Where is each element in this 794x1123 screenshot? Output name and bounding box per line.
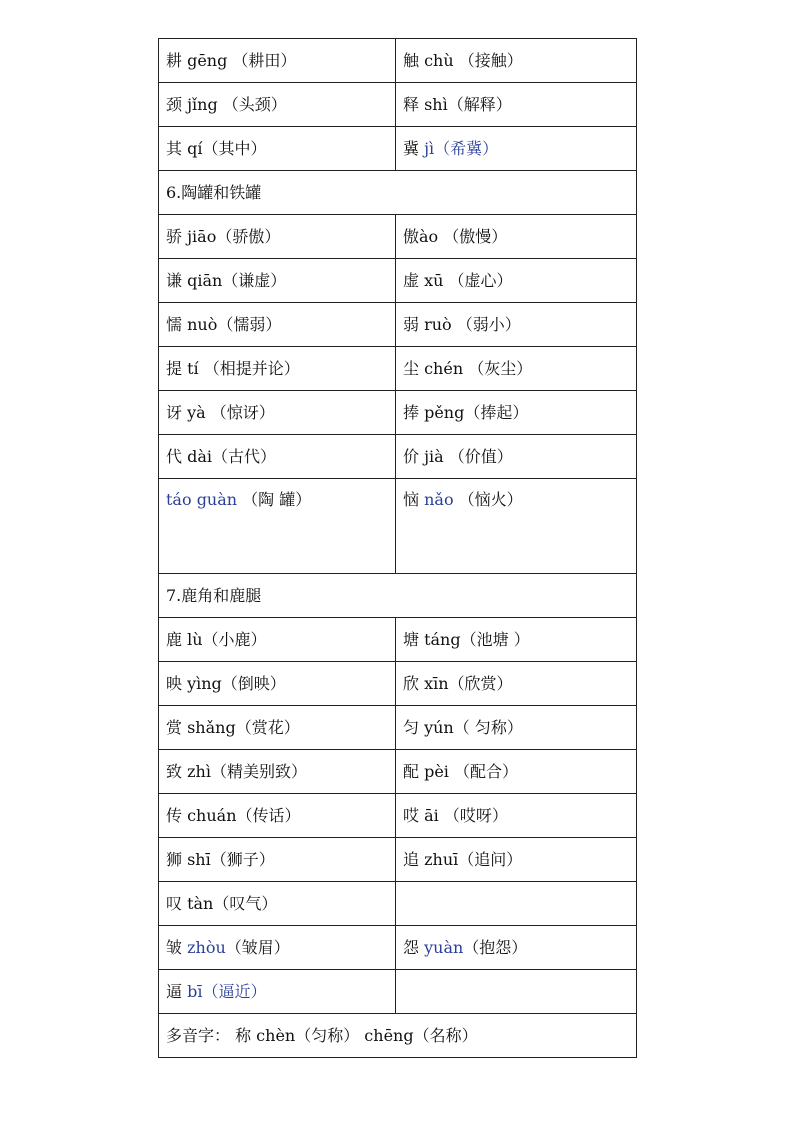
cell-text: 逼 bbox=[166, 981, 188, 1001]
table-cell bbox=[159, 926, 396, 970]
table-cell bbox=[396, 926, 637, 970]
table-cell: 颈 jǐng （头颈） bbox=[159, 83, 396, 127]
highlighted-pinyin: zhòu bbox=[187, 937, 226, 957]
table-cell: 追 zhuī（追问） bbox=[396, 838, 637, 882]
table-cell: 叹 tàn（叹气） bbox=[159, 882, 396, 926]
table-row bbox=[159, 618, 637, 662]
table-cell bbox=[159, 479, 396, 574]
table-cell: 讶 yà （惊讶） bbox=[159, 391, 396, 435]
table-cell bbox=[396, 970, 637, 1014]
section-row bbox=[159, 171, 637, 215]
cell-text: 怨 bbox=[403, 937, 425, 957]
table-row bbox=[159, 127, 637, 171]
table-cell: 鹿 lù（小鹿） bbox=[159, 618, 396, 662]
table-cell: 欣 xīn（欣赏） bbox=[396, 662, 637, 706]
table-row bbox=[159, 215, 637, 259]
table-row bbox=[159, 391, 637, 435]
table-row bbox=[159, 794, 637, 838]
vocabulary-table bbox=[158, 38, 637, 1058]
section-row bbox=[159, 574, 637, 618]
cell-text: （抱怨） bbox=[463, 937, 528, 957]
highlighted-pinyin: nǎo bbox=[424, 490, 454, 509]
highlighted-pinyin: jì（希冀） bbox=[424, 138, 499, 158]
table-cell: 狮 shī（狮子） bbox=[159, 838, 396, 882]
table-cell: 弱 ruò （弱小） bbox=[396, 303, 637, 347]
highlighted-pinyin: bī（逼近） bbox=[187, 981, 267, 1001]
cell-text: 恼 bbox=[403, 490, 425, 509]
table-cell: 提 tí （相提并论） bbox=[159, 347, 396, 391]
table-cell: 价 jià （价值） bbox=[396, 435, 637, 479]
table-cell: 尘 chén （灰尘） bbox=[396, 347, 637, 391]
table-row bbox=[159, 435, 637, 479]
table-cell: 虚 xū （虚心） bbox=[396, 259, 637, 303]
table-row bbox=[159, 706, 637, 750]
table-row bbox=[159, 83, 637, 127]
table-cell: 耕 gēng （耕田） bbox=[159, 39, 396, 83]
vocabulary-table-body bbox=[159, 39, 637, 1058]
section-row bbox=[159, 1014, 637, 1058]
table-cell: 赏 shǎng（赏花） bbox=[159, 706, 396, 750]
table-row bbox=[159, 750, 637, 794]
table-row bbox=[159, 970, 637, 1014]
table-row bbox=[159, 926, 637, 970]
cell-text: （陶 罐） bbox=[237, 490, 312, 509]
table-cell: 映 yìng（倒映） bbox=[159, 662, 396, 706]
table-row bbox=[159, 39, 637, 83]
table-row bbox=[159, 303, 637, 347]
table-cell: 懦 nuò（懦弱） bbox=[159, 303, 396, 347]
table-cell: 触 chù （接触） bbox=[396, 39, 637, 83]
table-row bbox=[159, 479, 637, 574]
table-row bbox=[159, 662, 637, 706]
cell-text: 皱 bbox=[166, 937, 188, 957]
table-cell bbox=[159, 970, 396, 1014]
table-cell: 傲ào （傲慢） bbox=[396, 215, 637, 259]
section-heading: 多音字： 称 chèn（匀称） chēng（名称） bbox=[159, 1014, 637, 1058]
table-cell: 哎 āi （哎呀） bbox=[396, 794, 637, 838]
table-cell bbox=[396, 127, 637, 171]
table-cell: 其 qí（其中） bbox=[159, 127, 396, 171]
table-cell: 谦 qiān（谦虚） bbox=[159, 259, 396, 303]
table-row bbox=[159, 882, 637, 926]
table-cell bbox=[396, 882, 637, 926]
cell-text: （恼火） bbox=[453, 490, 523, 509]
table-row bbox=[159, 259, 637, 303]
table-cell: 配 pèi （配合） bbox=[396, 750, 637, 794]
section-heading: 7.鹿角和鹿腿 bbox=[159, 574, 637, 618]
table-row bbox=[159, 838, 637, 882]
highlighted-pinyin: táo guàn bbox=[166, 490, 238, 509]
table-cell: 骄 jiāo（骄傲） bbox=[159, 215, 396, 259]
table-cell: 代 dài（古代） bbox=[159, 435, 396, 479]
table-cell: 捧 pěng（捧起） bbox=[396, 391, 637, 435]
table-cell: 释 shì（解释） bbox=[396, 83, 637, 127]
cell-text: （皱眉） bbox=[225, 937, 290, 957]
highlighted-pinyin: yuàn bbox=[424, 937, 464, 957]
table-cell: 塘 táng（池塘 ） bbox=[396, 618, 637, 662]
cell-text: 冀 bbox=[403, 138, 425, 158]
table-cell bbox=[396, 479, 637, 574]
table-cell: 致 zhì（精美别致） bbox=[159, 750, 396, 794]
table-cell: 传 chuán（传话） bbox=[159, 794, 396, 838]
section-heading: 6.陶罐和铁罐 bbox=[159, 171, 637, 215]
table-row bbox=[159, 347, 637, 391]
table-cell: 匀 yún（ 匀称） bbox=[396, 706, 637, 750]
